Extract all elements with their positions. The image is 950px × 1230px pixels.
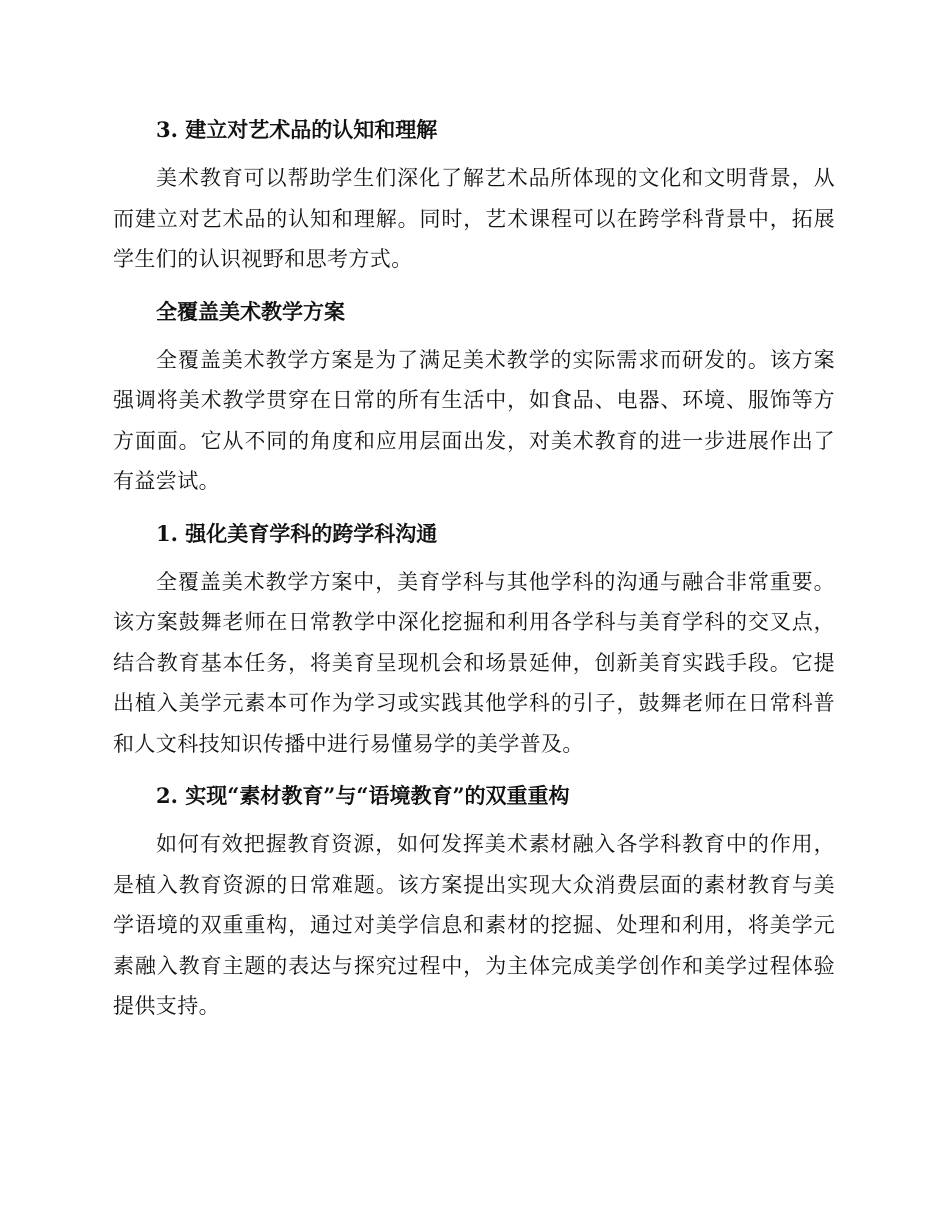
section-paragraph: 全覆盖美术教学方案中，美育学科与其他学科的沟通与融合非常重要。该方案鼓舞老师在日常教学中深化挖掘和利用各学科与美育学科的交叉点，结合教育基本任务，将美育呈现机会和场景延伸，创新美育实践手段。它提出植入美学元素本可作为学习或实践其他学科的引子，鼓舞老师在日常科普和人文科技知识传播中进行易懂易学的美学普及。 <box>113 569 835 756</box>
section-heading: 2. 实现“素材教育”与“语境教育”的双重重构 <box>156 783 570 808</box>
document-body <box>113 110 835 1039</box>
section-heading: 1. 强化美育学科的跨学科沟通 <box>156 520 438 546</box>
section-heading: 3. 建立对艺术品的认知和理解 <box>156 117 438 142</box>
section-paragraph: 美术教育可以帮助学生们深化了解艺术品所体现的文化和文明背景，从而建立对艺术品的认知和理解。同时，艺术课程可以在跨学科背景中，拓展学生们的认识视野和思考方式。 <box>113 166 835 271</box>
section-paragraph: 如何有效把握教育资源，如何发挥美术素材融入各学科教育中的作用，是植入教育资源的日常难题。该方案提出实现大众消费层面的素材教育与美学语境的双重重构，通过对美学信息和素材的挖掘、处理和利用，将美学元素融入教育主题的表达与探究过程中，为主体完成美学创作和美学过程体验提供支持。 <box>113 832 835 1018</box>
section-paragraph: 全覆盖美术教学方案是为了满足美术教学的实际需求而研发的。该方案强调将美术教学贯穿在日常的所有生活中，如食品、电器、环境、服饰等方方面面。它从不同的角度和应用层面出发，对美术教育的进一步进展作出了有益尝试。 <box>113 347 835 493</box>
section-heading: 全覆盖美术教学方案 <box>156 298 345 324</box>
